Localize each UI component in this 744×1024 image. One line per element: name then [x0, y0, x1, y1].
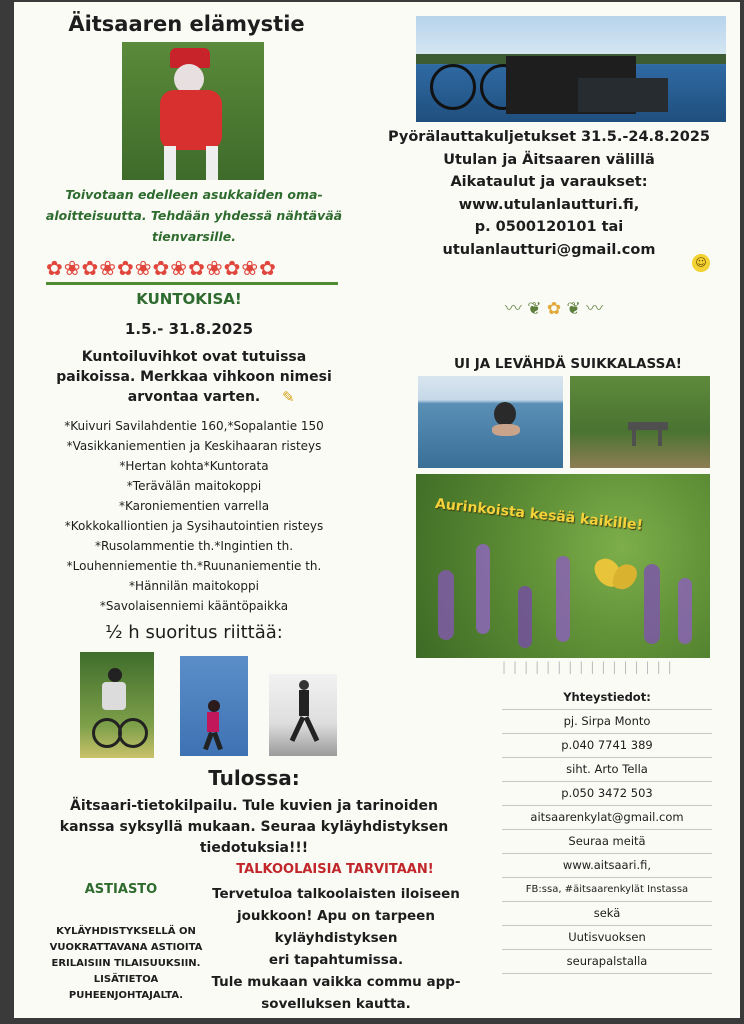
location-item: *Rusolammentie th.*Ingintien th.: [94, 539, 294, 553]
runner-photo: [180, 656, 248, 756]
swimmer-photo: [418, 376, 563, 468]
ferry-line: Utulan ja Äitsaaren välillä: [443, 151, 655, 168]
location-item: *Vasikkaniementien ja Keskihaaran risteys: [66, 439, 322, 453]
poster: [14, 2, 740, 1018]
contact-line: www.aitsaari.fi,: [502, 854, 712, 878]
contact-line: Uutisvuoksen: [502, 926, 712, 950]
astiasto-heading: ASTIASTO: [84, 882, 158, 897]
location-item: *Hertan kohta*Kuntorata: [119, 459, 269, 473]
location-item: *Terävälän maitokoppi: [126, 479, 262, 493]
contact-line: siht. Arto Tella: [502, 758, 712, 782]
ferry-email: utulanlautturi@gmail.com: [442, 241, 656, 258]
contact-line: Seuraa meitä: [502, 830, 712, 854]
contact-line: FB:ssa, #äitsaarenkylät Instassa: [502, 878, 712, 902]
ferry-phone: p. 0500120101 tai: [474, 219, 624, 235]
location-item: *Louhenniementie th.*Ruunaniementie th.: [66, 559, 322, 573]
walker-photo: [269, 674, 337, 756]
notepad-binding-icon: ||||||||||||||||: [502, 660, 679, 674]
suoritus-text: ½ h suoritus riittää:: [105, 622, 283, 643]
location-item: *Karoniementien varrella: [118, 499, 270, 513]
astiasto-text: KYLÄYHDISTYKSELLÄ ON VUOKRATTAVANA ASTIOITA ERILAISIIN TILAISUUKSIIN. LISÄTIETOA PUHEENJOHTAJALTA.: [49, 926, 203, 1001]
pencil-icon: ✎: [282, 388, 295, 406]
summer-banner: Aurinkoista kesää kaikille!: [434, 496, 644, 534]
kuntokisa-heading: KUNTOKISA!: [136, 290, 242, 308]
ferry-line: Aikataulut ja varaukset:: [450, 174, 648, 190]
intro-text: Toivotaan edelleen asukkaiden oma- aloitteisuutta. Tehdään yhdessä nähtävää tienvarsille.: [45, 187, 343, 244]
kuntokisa-dates: 1.5.- 31.8.2025: [124, 320, 254, 338]
tulossa-text: Äitsaari-tietokilpailu. Tule kuvien ja tarinoiden kanssa syksyllä mukaan. Seuraa kyläyhdistyksen tiedotuksia!!!: [59, 798, 449, 856]
location-item: *Kuivuri Savilahdentie 160,*Sopalantie 150: [64, 419, 324, 433]
contact-line: pj. Sirpa Monto: [502, 710, 712, 734]
talkoo-text: Tervetuloa talkoolaisten iloiseen joukkoon! Apu on tarpeen kyläyhdistyksen eri tapahtumissa. Tule mukaan vaikka commu app- sovelluksen kautta.: [211, 886, 461, 1012]
picnic-photo: [570, 376, 710, 468]
location-item: *Hännilän maitokoppi: [129, 579, 259, 593]
ferry-link: www.utulanlautturi.fi,: [458, 196, 640, 213]
poster-title: Äitsaaren elämystie: [68, 12, 305, 36]
talkoo-heading: TALKOOLAISIA TARVITAAN!: [236, 862, 434, 877]
smiley-icon: ☺: [692, 254, 710, 272]
tulossa-heading: Tulossa:: [208, 766, 300, 790]
kuntokisa-text: Kuntoiluvihkot ovat tutuissa paikoissa. Merkkaa vihkoon nimesi arvontaa varten.: [56, 349, 332, 405]
location-item: *Savolaisenniemi kääntöpaikka: [99, 599, 289, 613]
location-list: [34, 416, 354, 616]
ferry-bike-photo: [416, 16, 726, 122]
contact-line: p.040 7741 389: [502, 734, 712, 758]
contact-line: aitsaarenkylat@gmail.com: [502, 806, 712, 830]
contact-heading: Yhteystiedot:: [502, 686, 712, 710]
ferry-info: [364, 126, 734, 261]
swim-heading: UI JA LEVÄHDÄ SUIKKALASSA!: [454, 356, 682, 372]
flower-border-icon: ✿❀✿❀✿❀✿❀✿❀✿❀✿: [46, 256, 338, 285]
leaf-flower-divider-icon: 〰 ❦ ✿ ❦ 〰: [504, 299, 604, 319]
location-item: *Kokkokalliontien ja Sysihautointien risteys: [64, 519, 324, 533]
cyclist-photo: [80, 652, 154, 758]
contact-line: seurapalstalla: [502, 950, 712, 974]
contact-line: sekä: [502, 902, 712, 926]
contact-line: p.050 3472 503: [502, 782, 712, 806]
ferry-line: Pyörälauttakuljetukset 31.5.-24.8.2025: [388, 129, 710, 145]
scarecrow-photo: [122, 42, 264, 180]
contact-list: [502, 686, 712, 974]
